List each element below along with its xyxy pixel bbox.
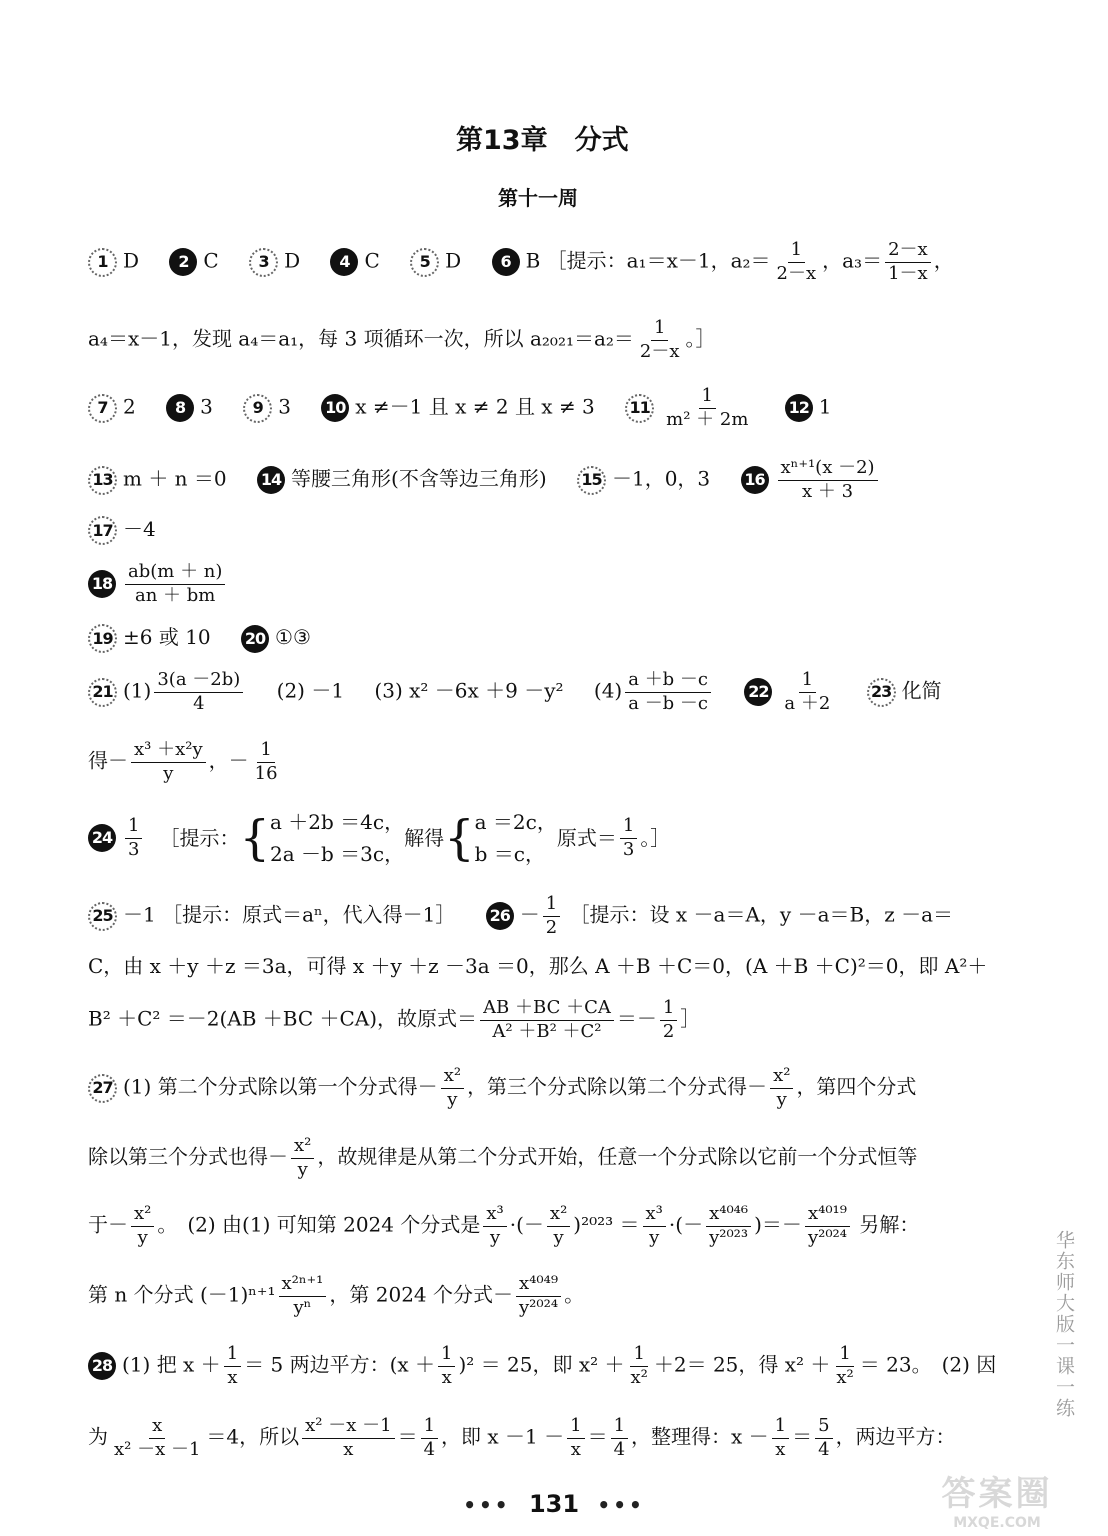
fraction: $\frac{x}{\text{x² －x －1}}$: [114, 1415, 201, 1460]
q-number-23: 23: [867, 678, 896, 707]
hint-text: ，a₃＝: [822, 248, 883, 273]
fraction: $\frac{1}{x}$: [438, 1344, 455, 1388]
watermark-url: MXQE.COM: [953, 1515, 1041, 1531]
answer-4: C: [364, 248, 380, 273]
page-number: 131: [528, 1490, 580, 1518]
fraction: $\frac{1}{2-x}$: [776, 239, 817, 284]
footer-dots-left: •••: [463, 1493, 511, 1517]
q-number-27: 27: [88, 1074, 117, 1103]
chapter-title: 第13章 分式: [456, 125, 629, 156]
fraction: $\frac{AB +BC +CA}{\text{A² ＋B² ＋C²}}$: [480, 998, 614, 1042]
fraction: $\frac{1}{x}$: [567, 1416, 584, 1460]
answer-row-13: B² ＋C² ＝－2(AB ＋BC ＋CA)，故原式＝ $\frac{AB +BC +CA}{\text{A² ＋B² ＋C²}}$ ＝－ $\frac{1}{2}$ ］: [88, 997, 701, 1042]
q-number-24: 24: [88, 824, 116, 852]
answer-row-18: 28 (1) 把 x ＋ $\frac{1}{x}$ ＝ 5 两边平方：(x ＋ $\frac{1}{x}$ )² ＝ 25，即 x² ＋ $\frac{1}{\text{x²}}$ ＋2＝ 25，得 x² ＋ $\frac{1}{\text{x²}}$ ＝ 23。 (2) 因: [88, 1344, 996, 1388]
hint-text: a₄＝x－1，发现 a₄＝a₁，每 3 项循环一次，所以 a₂₀₂₁＝a₂＝: [88, 326, 634, 351]
fraction: $\frac{1}{16}$: [254, 739, 278, 784]
watermark: [902, 1466, 1092, 1531]
q-number-18: 18: [88, 570, 116, 598]
fraction: $\frac{1}{x}$: [772, 1416, 789, 1460]
fraction: $\frac{1}{\text{x²}}$: [836, 1343, 854, 1388]
q-number-3: 3: [249, 248, 278, 277]
answer-row-16: 于－ $\frac{\text{x²}}{y}$ 。 (2) 由(1) 可知第 2024 个分式是 $\frac{\text{x³}}{y}$ ·(－ $\frac{\text{x²}}{y}$ )²⁰²³ ＝ $\frac{\text{x³}}{y}$ ·(－ $\frac{\text{x⁴⁰⁴⁶}}{\text{y²⁰²³}}$ )＝－ $\frac{\text{x⁴⁰¹⁹}}{\text{y²⁰²⁴}}$ 另解：: [88, 1203, 920, 1248]
q-number-7: 7: [88, 394, 117, 423]
q-number-16: 16: [741, 466, 769, 494]
answer-1: D: [123, 248, 140, 273]
answer-row-2: a₄＝x－1，发现 a₄＝a₁，每 3 项循环一次，所以 a₂₀₂₁＝a₂＝ $\frac{1}{2-x}$ 。］: [88, 317, 716, 362]
answer-6: B: [525, 248, 541, 273]
q-number-6: 6: [492, 248, 520, 276]
fraction: $\frac{\text{xⁿ⁺¹(x －2)}}{x + 3}$: [778, 458, 878, 502]
fraction: $\frac{\text{x²}}{y}$: [770, 1066, 793, 1110]
answer-row-1: 1 D 2 C 3 D 4 C 5 D 6 B ［提示：a₁＝x－1，a₂＝ $\frac{1}{2-x}$ ，a₃＝ $\frac{2-x}{1-x}$ ，: [88, 240, 954, 284]
fraction: $\frac{1}{3}$: [125, 816, 142, 860]
answer-row-7: 19 ±6 或 10 20 ①③: [88, 624, 311, 653]
answer-row-3: 7 2 8 3 9 3 10 x ≠－1 且 x ≠ 2 且 x ≠ 3 11 $\frac{1}{\text{m² ＋ 2m}}$ 12 1: [88, 386, 832, 430]
answer-row-6: [88, 562, 228, 606]
q-number-10: 10: [321, 394, 349, 422]
fraction: $\frac{a +b -c}{a -b -c}$: [625, 670, 711, 714]
q-number-1: 1: [88, 248, 117, 277]
fraction: $\frac{\text{x⁴⁰¹⁹}}{\text{y²⁰²⁴}}$: [805, 1204, 850, 1248]
side-book-label: 华东师大版一课一练: [1053, 1230, 1075, 1419]
fraction: $\frac{1}{x}$: [224, 1344, 241, 1388]
fraction: $\frac{\text{x²}}{y}$: [131, 1204, 154, 1248]
answer-row-15: 除以第三个分式也得－ $\frac{\text{x²}}{y}$ ，故规律是从第二个分式开始，任意一个分式除以它前一个分式恒等: [88, 1135, 918, 1180]
fraction: $\frac{\text{x³}}{y}$: [483, 1204, 506, 1248]
fraction: $\frac{\text{x³}}{y}$: [643, 1204, 666, 1248]
q-number-13: 13: [88, 466, 117, 495]
fraction: $\frac{1}{\text{m² ＋ 2m}}$: [666, 385, 749, 430]
q-number-4: 4: [330, 248, 358, 276]
fraction: $\frac{3(a -2b)}{4}$: [154, 670, 243, 714]
q-number-2: 2: [169, 248, 197, 276]
q-number-28: 28: [88, 1352, 116, 1380]
fraction: $\frac{\text{x² －x －1}}{x}$: [302, 1416, 394, 1460]
answer-row-17: 第 n 个分式 (－1)ⁿ⁺¹ $\frac{\text{x²ⁿ⁺¹}}{\text{yⁿ}}$ ，第 2024 个分式－ $\frac{\text{x⁴⁰⁴⁹}}{\text{y²⁰²⁴}}$ 。: [88, 1273, 585, 1318]
fraction: $\frac{1}{2}$: [660, 998, 677, 1042]
watermark-title: 答案圈: [941, 1474, 1053, 1514]
q-number-22: 22: [744, 678, 772, 706]
fraction: $\frac{1}{4}$: [421, 1416, 438, 1460]
q-number-17: 17: [88, 516, 117, 545]
fraction: $\frac{1}{2}$: [543, 894, 560, 938]
answer-row-4: 13 m ＋ n ＝0 14 等腰三角形(不含等边三角形) 15 －1，0，3 16 $\frac{\text{xⁿ⁺¹(x －2)}}{x + 3}$: [88, 458, 881, 502]
q-number-20: 20: [241, 625, 269, 653]
fraction: $\frac{5}{4}$: [815, 1416, 832, 1460]
fraction: $\frac{\text{x²}}{y}$: [441, 1066, 464, 1110]
fraction: $\frac{2-x}{1-x}$: [885, 240, 931, 284]
answer-5: D: [445, 248, 462, 273]
fraction: $\frac{1}{\text{x²}}$: [630, 1343, 648, 1388]
fraction: $\frac{1}{a +2}$: [784, 669, 831, 714]
answer-row-8: 21 (1) $\frac{3(a -2b)}{4}$ (2) －1 (3) x² －6x ＋9 －y² (4) $\frac{a +b -c}{a -b -c}$ 22 $\frac{1}{a +2}$ 23 化简: [88, 670, 942, 714]
q-number-8: 8: [166, 394, 194, 422]
q-number-21: 21: [88, 678, 117, 707]
q-number-26: 26: [486, 902, 514, 930]
fraction: $\frac{1}{4}$: [611, 1416, 628, 1460]
answer-3: D: [284, 248, 301, 273]
answer-row-9: 得－ $\frac{\text{x³ ＋x²y}}{y}$ ，－ $\frac{1}{16}$: [88, 740, 284, 784]
week-title: 第十一周: [498, 186, 578, 210]
q-number-12: 12: [785, 394, 813, 422]
answer-row-10: 24 $\frac{1}{3}$ ［提示： { a ＋2b ＝4c， 2a －b ＝3c， 解得 { a ＝2c， b ＝c， 原式＝ $\frac{1}{3}$ 。］: [88, 806, 670, 870]
hint-text: ［提示：a₁＝x－1，a₂＝: [546, 248, 771, 273]
fraction: $\frac{1}{2-x}$: [639, 317, 680, 362]
fraction: $\frac{\text{x²}}{y}$: [547, 1204, 570, 1248]
answer-row-14: 27 (1) 第二个分式除以第一个分式得－ $\frac{\text{x²}}{y}$ ，第三个分式除以第二个分式得－ $\frac{\text{x²}}{y}$ ，第四个分式: [88, 1066, 916, 1110]
answer-row-11: 25 －1 ［提示：原式＝aⁿ，代入得－1］ 26 － $\frac{1}{2}$ ［提示：设 x －a＝A，y －a＝B，z －a＝: [88, 894, 953, 938]
equation-system: { a ＋2b ＝4c， 2a －b ＝3c，: [239, 810, 405, 866]
fraction: $\frac{\text{x²ⁿ⁺¹}}{\text{yⁿ}}$: [279, 1274, 327, 1318]
footer-dots-right: •••: [597, 1493, 645, 1517]
fraction: $\frac{\text{x²}}{y}$: [291, 1136, 314, 1180]
q-number-25: 25: [88, 902, 117, 931]
answer-2: C: [203, 248, 219, 273]
answer-row-19: 为 $\frac{x}{\text{x² －x －1}}$ ＝4，所以 $\frac{\text{x² －x －1}}{x}$ ＝ $\frac{1}{4}$ ，即 x －1 － $\frac{1}{x}$ ＝ $\frac{1}{4}$ ，整理得：x － $\frac{1}{x}$ ＝ $\frac{5}{4}$ ，两边平方：: [88, 1415, 956, 1460]
answer-row-5: 17 －4: [88, 516, 156, 545]
q-number-5: 5: [410, 248, 439, 277]
fraction: $\frac{1}{3}$: [620, 816, 637, 860]
fraction: $\frac{\text{x⁴⁰⁴⁶}}{\text{y²⁰²³}}$: [706, 1204, 751, 1248]
q-number-9: 9: [243, 394, 272, 423]
answer-row-12: C，由 x ＋y ＋z ＝3a，可得 x ＋y ＋z －3a ＝0，那么 A ＋B ＋C＝0，(A ＋B ＋C)²＝0，即 A²＋: [88, 954, 988, 978]
q-number-11: 11: [625, 394, 654, 423]
q-number-19: 19: [88, 624, 117, 653]
equation-system: { a ＝2c， b ＝c，: [444, 810, 557, 866]
q-number-14: 14: [257, 466, 285, 494]
fraction: $\frac{ab(m + n)}{an + bm}$: [125, 562, 225, 606]
q-number-15: 15: [577, 466, 606, 495]
fraction: $\frac{\text{x³ ＋x²y}}{y}$: [131, 740, 206, 784]
fraction: $\frac{\text{x⁴⁰⁴⁹}}{\text{y²⁰²⁴}}$: [516, 1274, 561, 1318]
